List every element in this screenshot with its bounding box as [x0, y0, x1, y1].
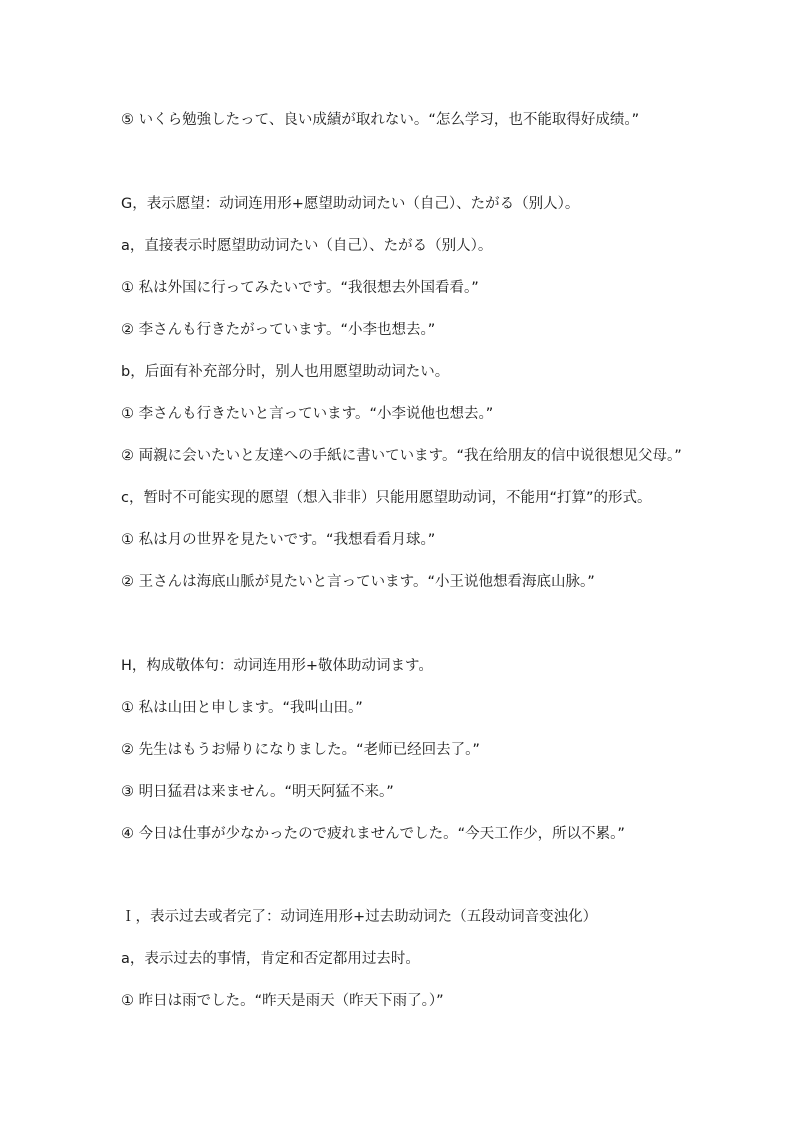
example-line: ② 両親に会いたいと友達への手紙に書いています。“我在给朋友的信中说很想见父母。”: [121, 448, 682, 464]
example-line: ⑤ いくら勉強したって、良い成績が取れない。“怎么学习，也不能取得好成绩。”: [121, 112, 640, 128]
section-heading-h: H，构成敬体句：动词连用形+敬体助动词ます。: [121, 658, 433, 674]
example-line: ① 李さんも行きたいと言っています。“小李说他也想去。”: [121, 406, 494, 422]
example-line: ② 先生はもうお帰りになりました。“老师已经回去了。”: [121, 742, 480, 758]
example-line: ② 李さんも行きたがっています。“小李也想去。”: [121, 322, 436, 338]
example-line: ④ 今日は仕事が少なかったので疲れませんでした。“今天工作少，所以不累。”: [121, 826, 625, 842]
subsection-b: b，后面有补充部分时，别人也用愿望助动词たい。: [121, 364, 450, 380]
section-heading-g: G，表示愿望：动词连用形+愿望助动词たい（自己）、たがる（别人）。: [121, 196, 580, 212]
example-line: ① 昨日は雨でした。“昨天是雨天（昨天下雨了。）”: [121, 993, 444, 1009]
example-line: ① 私は月の世界を見たいです。“我想看看月球。”: [121, 532, 436, 548]
subsection-c: c，暂时不可能实现的愿望（想入非非）只能用愿望助动词，不能用“打算”的形式。: [121, 490, 652, 506]
example-line: ③ 明日猛君は来ません。“明天阿猛不来。”: [121, 784, 394, 800]
subsection-a: a，直接表示时愿望助动词たい（自己）、たがる（别人）。: [121, 238, 493, 254]
example-line: ① 私は山田と申します。“我叫山田。”: [121, 700, 363, 716]
section-heading-i: Ｉ，表示过去或者完了：动词连用形+过去助动词た（五段动词音变浊化）: [121, 909, 598, 925]
example-line: ② 王さんは海底山脈が見たいと言っています。“小王说他想看海底山脉。”: [121, 574, 595, 590]
example-line: ① 私は外国に行ってみたいです。“我很想去外国看看。”: [121, 280, 479, 296]
subsection-a: a，表示过去的事情，肯定和否定都用过去时。: [121, 951, 420, 967]
